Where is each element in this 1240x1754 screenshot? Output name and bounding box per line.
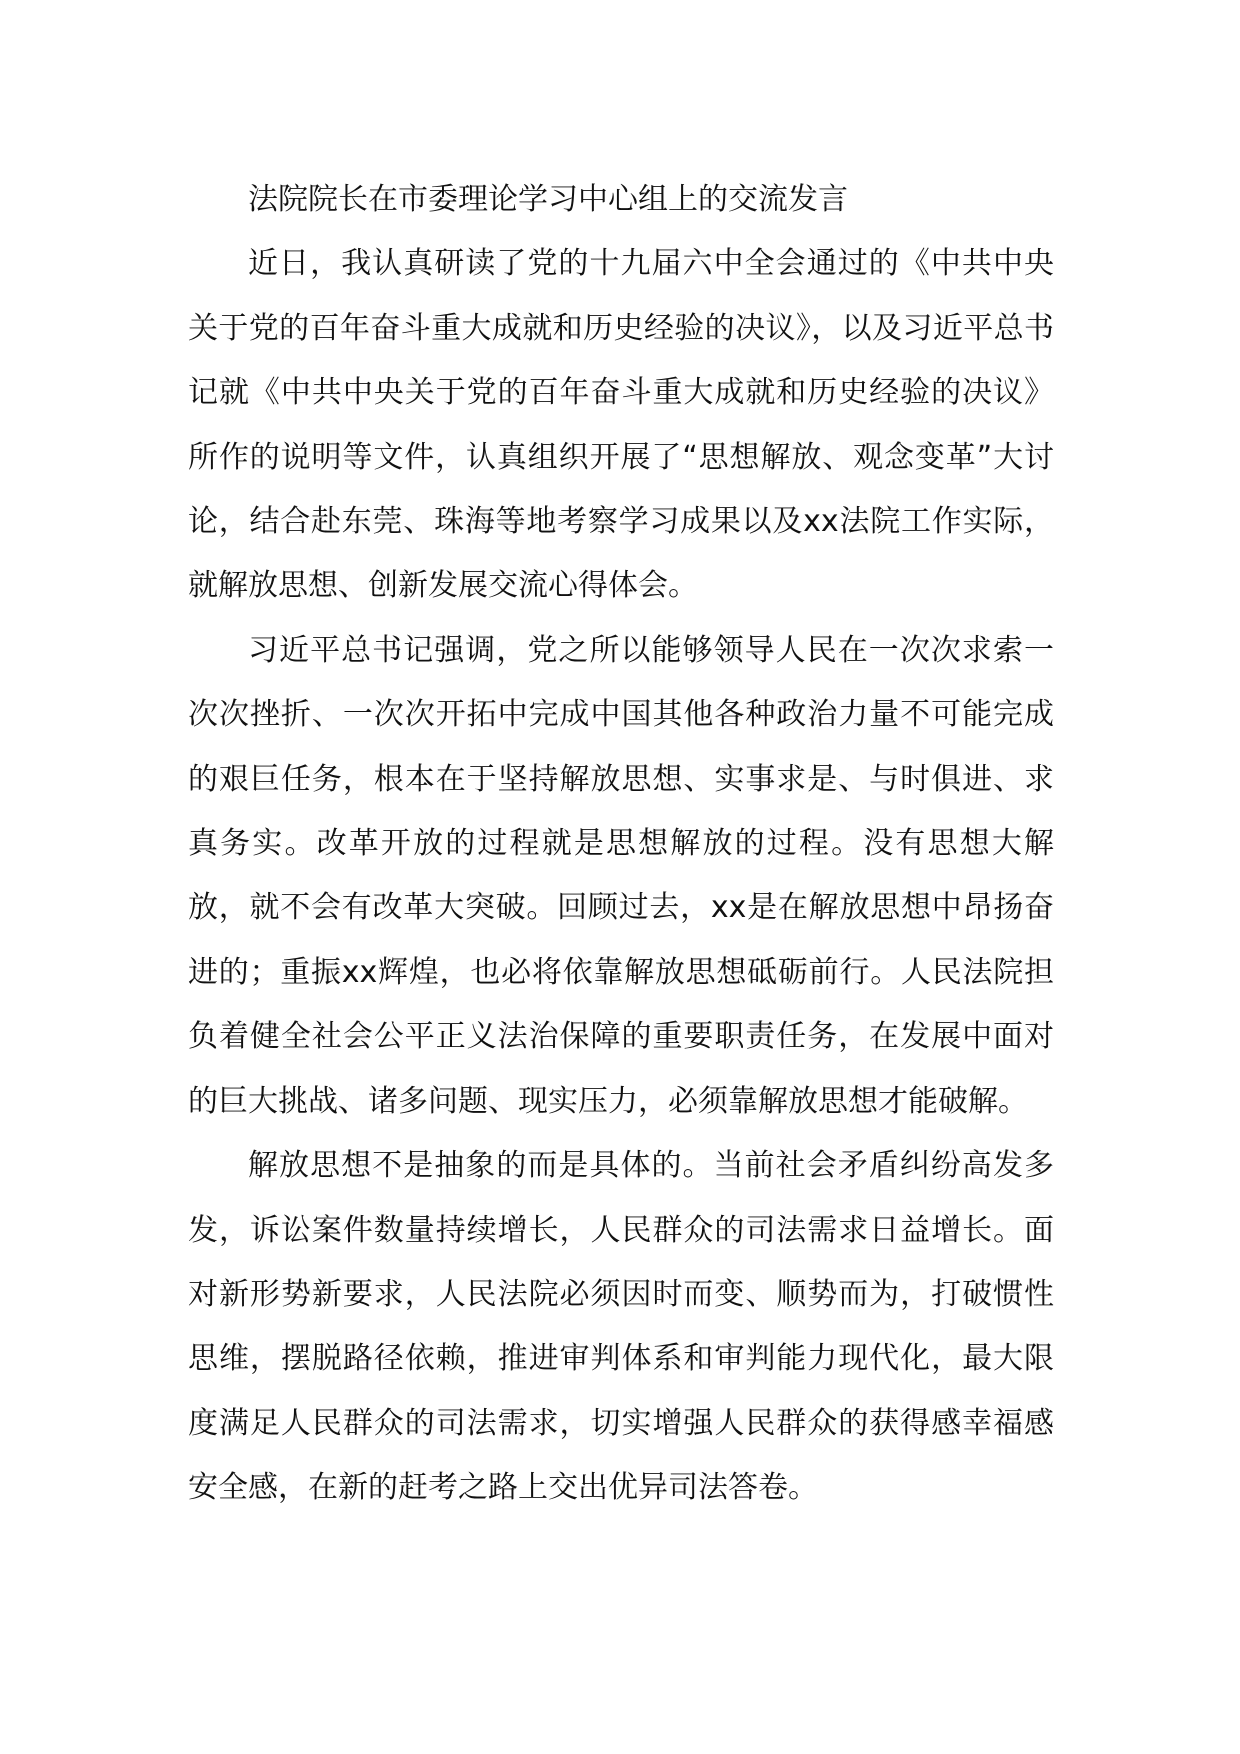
paragraph-2: 习近平总书记强调，党之所以能够领导人民在一次次求索一次次挫折、一次次开拓中完成中国其他各种政治力量不可能完成的艰巨任务，根本在于坚持解放思想、实事求是、与时俱进、求真务实。改革开放的过程就是思想解放的过程。没有思想大解放，就不会有改革大突破。回顾过去，xx是在解放思想中昂扬奋进的；重振xx辉煌，也必将依靠解放思想砥砺前行。人民法院担负着健全社会公平正义法治保障的重要职责任务，在发展中面对的巨大挑战、诸多问题、现实压力，必须靠解放思想才能破解。 — [188, 632, 1054, 1119]
document-title: 法院院长在市委理论学习中心组上的交流发言 — [248, 182, 848, 217]
document-body — [188, 168, 1054, 1521]
paragraph-1: 近日，我认真研读了党的十九届六中全会通过的《中共中央关于党的百年奋斗重大成就和历史经验的决议》，以及习近平总书记就《中共中央关于党的百年奋斗重大成就和历史经验的决议》所作的说明等文件，认真组织开展了“思想解放、观念变革”大讨论，结合赴东莞、珠海等地考察学习成果以及xx法院工作实际，就解放思想、创新发展交流心得体会。 — [188, 246, 1054, 604]
paragraph-3: 解放思想不是抽象的而是具体的。当前社会矛盾纠纷高发多发，诉讼案件数量持续增长，人民群众的司法需求日益增长。面对新形势新要求，人民法院必须因时而变、顺势而为，打破惯性思维，摆脱路径依赖，推进审判体系和审判能力现代化，最大限度满足人民群众的司法需求，切实增强人民群众的获得感幸福感安全感，在新的赶考之路上交出优异司法答卷。 — [188, 1148, 1054, 1506]
